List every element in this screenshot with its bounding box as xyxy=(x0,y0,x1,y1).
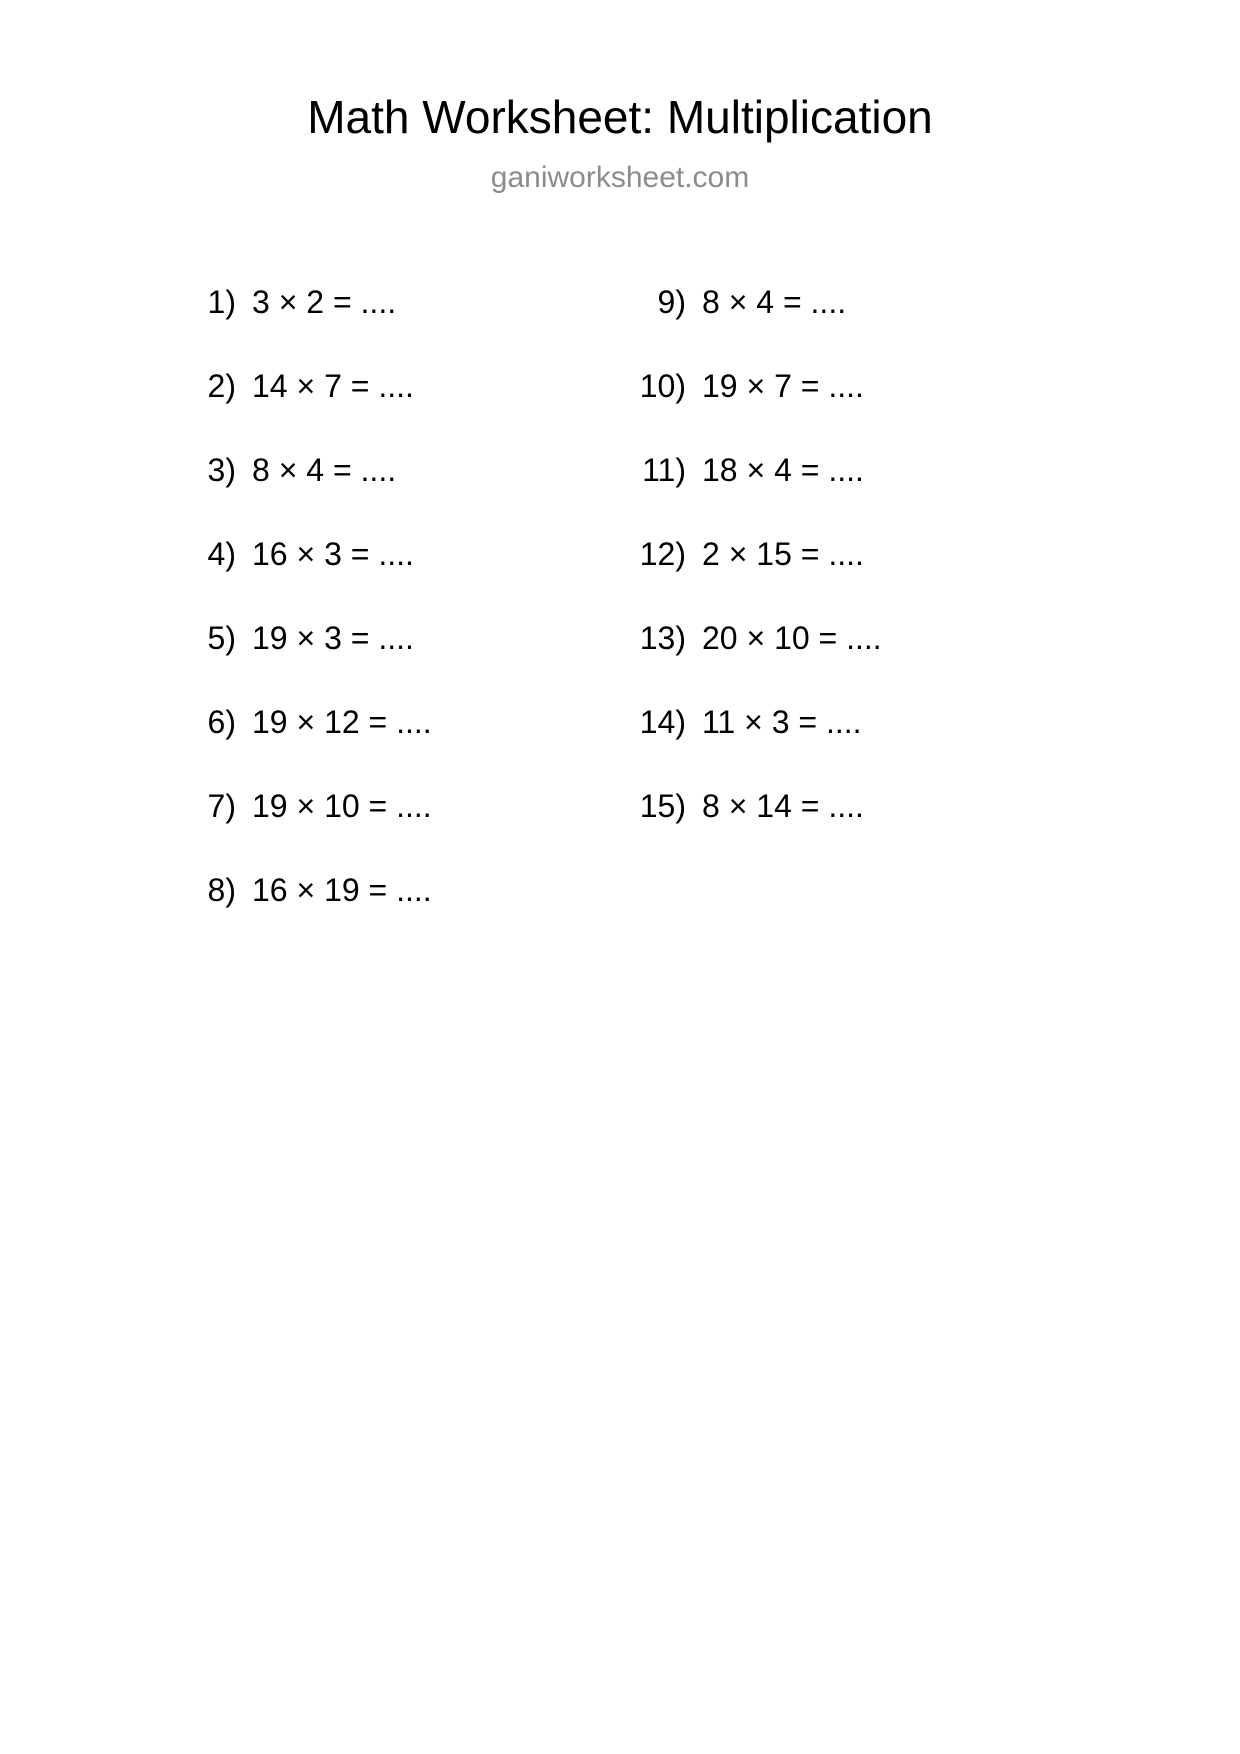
problem-expression: 19 × 12 = .... xyxy=(252,703,432,740)
problem-number: 5) xyxy=(207,619,236,656)
problem-number: 4) xyxy=(207,535,236,572)
problem-number: 8) xyxy=(207,871,236,908)
problems-column-left xyxy=(180,283,630,958)
problem-item xyxy=(630,703,1080,790)
problem-item xyxy=(180,619,630,706)
problem-item xyxy=(630,451,1080,538)
problem-expression: 16 × 19 = .... xyxy=(252,871,432,908)
problem-expression: 8 × 4 = .... xyxy=(702,283,847,320)
problem-number: 7) xyxy=(207,787,236,824)
problem-expression: 18 × 4 = .... xyxy=(702,451,864,488)
problem-number: 9) xyxy=(657,283,686,320)
problem-item xyxy=(630,787,1080,874)
problem-expression: 8 × 14 = .... xyxy=(702,787,864,824)
problems-column-right xyxy=(630,283,1080,874)
problem-item xyxy=(630,535,1080,622)
site-credit: ganiworksheet.com xyxy=(490,160,750,194)
problem-expression: 16 × 3 = .... xyxy=(252,535,414,572)
problem-number: 12) xyxy=(639,535,686,572)
problem-number: 10) xyxy=(639,367,686,404)
problem-number: 14) xyxy=(639,703,686,740)
problem-item xyxy=(630,619,1080,706)
problem-number: 2) xyxy=(207,367,236,404)
problem-number: 11) xyxy=(642,451,686,488)
problem-expression: 19 × 3 = .... xyxy=(252,619,414,656)
problem-item xyxy=(180,367,630,454)
problem-item xyxy=(180,283,630,370)
problem-number: 13) xyxy=(639,619,686,656)
problem-item xyxy=(630,367,1080,454)
problem-expression: 3 × 2 = .... xyxy=(252,283,397,320)
problem-item xyxy=(180,787,630,874)
problem-expression: 11 × 3 = .... xyxy=(702,703,862,740)
problem-expression: 19 × 10 = .... xyxy=(252,787,432,824)
problem-expression: 19 × 7 = .... xyxy=(702,367,864,404)
problem-expression: 2 × 15 = .... xyxy=(702,535,864,572)
problem-number: 3) xyxy=(207,451,236,488)
problem-number: 15) xyxy=(639,787,686,824)
problem-item xyxy=(180,535,630,622)
problem-expression: 8 × 4 = .... xyxy=(252,451,397,488)
problem-item xyxy=(180,871,630,958)
problem-number: 1) xyxy=(207,283,236,320)
problem-item xyxy=(630,283,1080,370)
problems-area xyxy=(0,283,1240,958)
page-title: Math Worksheet: Multiplication xyxy=(307,91,933,143)
problem-item xyxy=(180,703,630,790)
problem-expression: 14 × 7 = .... xyxy=(252,367,414,404)
problem-expression: 20 × 10 = .... xyxy=(702,619,882,656)
problem-number: 6) xyxy=(207,703,236,740)
problem-item xyxy=(180,451,630,538)
